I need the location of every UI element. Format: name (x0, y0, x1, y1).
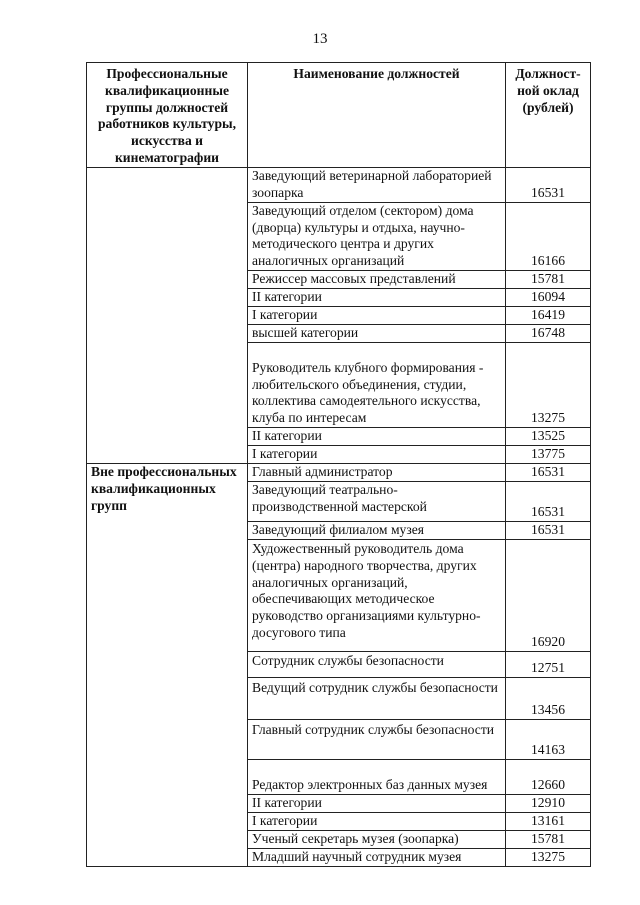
position-cell: Сотрудник службы безопасности (248, 651, 506, 677)
salary-cell: 13775 (506, 445, 591, 463)
salary-cell: 16531 (506, 463, 591, 481)
group-cell-non-qualification: Вне профессиональных квалификационных групп (87, 463, 248, 866)
position-cell: Ученый секретарь музея (зоопарка) (248, 830, 506, 848)
salary-cell: 15781 (506, 270, 591, 288)
salary-cell: 13275 (506, 848, 591, 866)
salary-cell: 16920 (506, 539, 591, 651)
salary-table (86, 62, 591, 867)
table-row (87, 167, 591, 202)
position-cell: I категории (248, 445, 506, 463)
header-salary: Должност-ной оклад (рублей) (506, 63, 591, 168)
position-cell: высшей категории (248, 324, 506, 342)
position-cell: Заведующий филиалом музея (248, 521, 506, 539)
salary-cell: 16094 (506, 288, 591, 306)
table-header-row (87, 63, 591, 168)
position-cell: II категории (248, 288, 506, 306)
position-cell: II категории (248, 427, 506, 445)
position-cell: I категории (248, 306, 506, 324)
salary-cell: 13456 (506, 677, 591, 719)
table-row (87, 463, 591, 481)
salary-cell: 12751 (506, 651, 591, 677)
position-cell: Заведующий ветеринарной лабораторией зоопарка (248, 167, 506, 202)
position-cell: I категории (248, 812, 506, 830)
header-group: Профессиональные квалификационные группы должностей работников культуры, искусства и кинематографии (87, 63, 248, 168)
position-cell: Ведущий сотрудник службы безопасности (248, 677, 506, 719)
salary-cell: 12660 (506, 759, 591, 794)
position-cell: II категории (248, 794, 506, 812)
group-cell-continuation (87, 167, 248, 463)
position-cell: Режиссер массовых представлений (248, 270, 506, 288)
page-number: 13 (312, 31, 328, 47)
salary-cell: 16531 (506, 167, 591, 202)
salary-cell: 16419 (506, 306, 591, 324)
position-cell: Редактор электронных баз данных музея (248, 759, 506, 794)
position-cell: Заведующий отделом (сектором) дома (дворца) культуры и отдыха, научно-методического центра и других аналогичных организаций (248, 202, 506, 270)
position-cell: Младший научный сотрудник музея (248, 848, 506, 866)
salary-cell: 16166 (506, 202, 591, 270)
position-cell: Главный администратор (248, 463, 506, 481)
salary-cell: 15781 (506, 830, 591, 848)
header-position: Наименование должностей (248, 63, 506, 168)
salary-cell: 16531 (506, 521, 591, 539)
salary-cell: 14163 (506, 719, 591, 759)
salary-cell: 16748 (506, 324, 591, 342)
salary-cell: 13525 (506, 427, 591, 445)
salary-cell: 13275 (506, 342, 591, 427)
salary-cell: 16531 (506, 481, 591, 521)
position-cell: Главный сотрудник службы безопасности (248, 719, 506, 759)
position-cell: Заведующий театрально-производственной мастерской (248, 481, 506, 521)
salary-cell: 12910 (506, 794, 591, 812)
position-cell: Художественный руководитель дома (центра) народного творчества, других аналогичных организаций, обеспечивающих методическое руководство организациями культурно-досугового типа (248, 539, 506, 651)
salary-cell: 13161 (506, 812, 591, 830)
position-cell: Руководитель клубного формирования - любительского объединения, студии, коллектива самодеятельного искусства, клуба по интересам (248, 342, 506, 427)
